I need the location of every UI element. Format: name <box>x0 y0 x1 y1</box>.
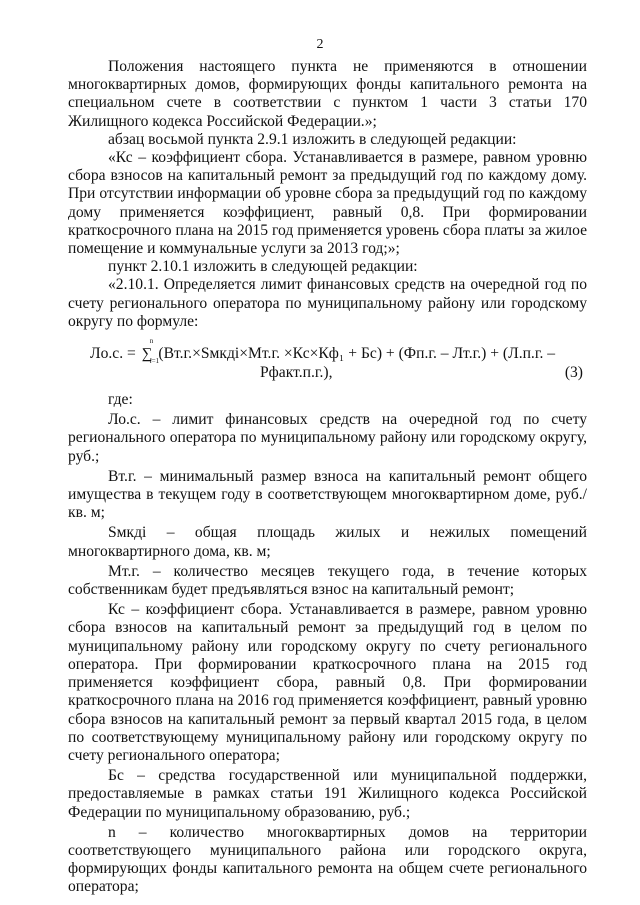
formula-lhs: Лo.c. = <box>90 345 136 363</box>
paragraph: Положения настоящего пункта не применяются в отношении многоквартирных домов, формирующих фонды капитального ремонта на специальном счете в соответствии с пунктом 1 части 3 статьи 170 Жилищного кодекса Российской Федерации.»; <box>68 58 587 130</box>
paragraph: абзац восьмой пункта 2.9.1 изложить в следующей редакции: <box>108 130 517 148</box>
definition: Кс – коэффициент сбора. Устанавливается в размере, равном уровню сбора взносов на капитальный ремонт за предыдущий год в целом по муниципальному району или городскому округу по счету регионального оператора. При формировании краткосрочного плана на 2015 год применяется коэффициент сбора, равный 0,8. При формировании краткосрочного плана на 2016 год применяется коэффициент, равный уровню сбора взносов на капитальный ремонт за первый квартал 2015 года, в целом по соответствующему муниципальному району или городскому округу по счету регионального оператора; <box>68 601 587 764</box>
sum-lower-index: i=1 <box>149 357 160 366</box>
paragraph: пункт 2.10.1 изложить в следующей редакции: <box>108 258 418 276</box>
summation-icon: ∑ n i=1 <box>141 337 160 366</box>
definition: Вт.г. – минимальный размер взноса на капитальный ремонт общего имущества в текущем году в соответствующем многоквартирном доме, руб./кв. м; <box>68 467 587 522</box>
definition: n – количество многоквартирных домов на территории соответствующего муниципального района или городского округа, формирующих фонды капитального ремонта на общем счете регионального оператора; <box>68 823 587 896</box>
limit-formula <box>68 337 587 391</box>
formula-line-2: Рфакт.п.г.), <box>260 364 333 382</box>
paragraph: «Кс – коэффициент сбора. Устанавливается в размере, равном уровню сбора взносов на капитальный ремонт за предыдущий год по каждому дому. При отсутствии информации об уровне сбора за предыдущий год по каждому дому применяется коэффициент, равный 0,8. При формировании краткосрочного плана на 2015 год применяется уровень сбора платы за жилое помещение и коммунальные услуги за 2013 год;»; <box>68 149 587 258</box>
definition: Мт.г. – количество месяцев текущего года, в течение которых собственникам будет предъявляться взнос на капитальный ремонт; <box>68 562 587 599</box>
paragraph: «2.10.1. Определяется лимит финансовых средств на очередной год по счету регионального оператора по муниципальному району или городскому округу по формуле: <box>68 276 587 330</box>
definition: Ло.с. – лимит финансовых средств на очередной год по счету регионального оператора по муниципальному району или городскому округу, руб.; <box>68 411 587 465</box>
formula-line-1 <box>90 337 556 366</box>
formula-number: (3) <box>564 364 583 382</box>
page-number: 2 <box>316 37 324 52</box>
sum-upper-index: n <box>149 337 154 346</box>
definition: Бс – средства государственной или муниципальной поддержки, предоставляемые в рамках статьи 191 Жилищного кодекса Российской Федерации по муниципальному образованию, руб.; <box>68 767 587 821</box>
document-body <box>68 58 587 897</box>
definition: Sмкдi – общая площадь жилых и нежилых помещений многоквартирного дома, кв. м; <box>68 524 587 560</box>
formula-rhs-part1: (Вт.г.×Sмкдi×Мт.г. ×Кс×Кф₁ + Бс) + (Фп.г. – Лт.г.) + (Л.п.г. – <box>158 345 556 363</box>
paragraph: где: <box>108 391 133 409</box>
